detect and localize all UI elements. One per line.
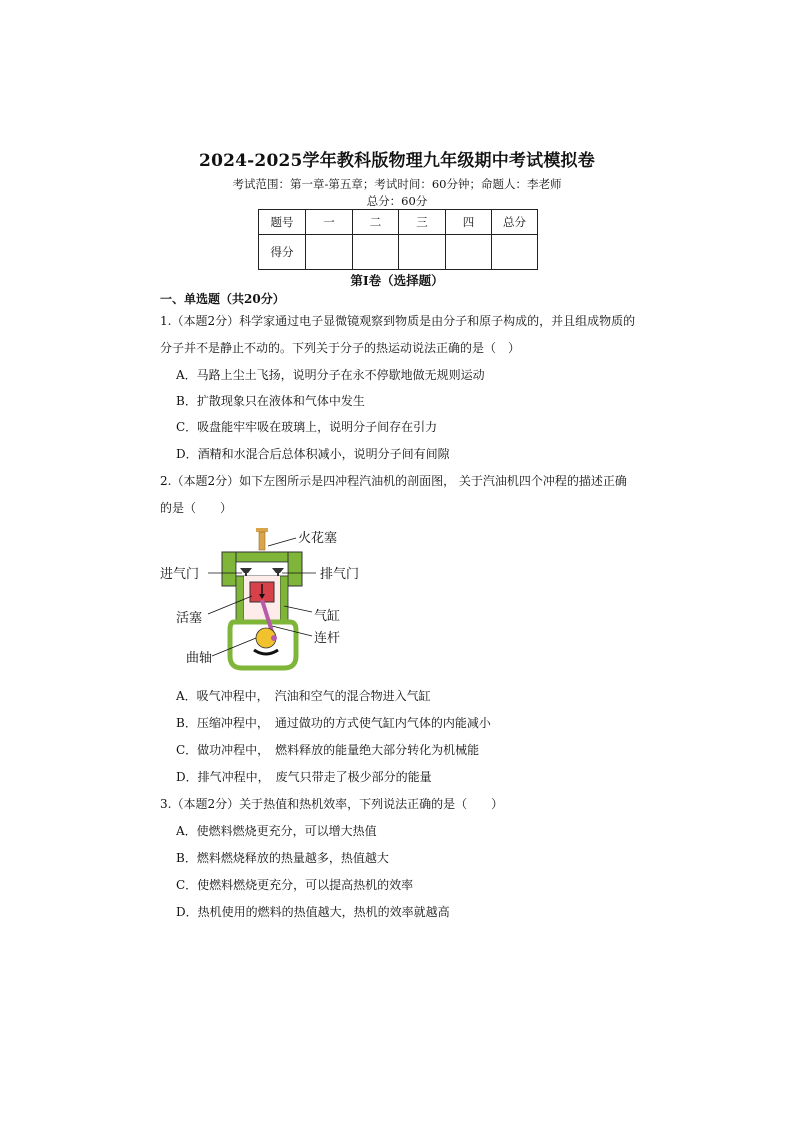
score-cell: [399, 235, 446, 270]
spark-plug-cap: [256, 528, 268, 532]
label-spark-plug: 火花塞: [298, 531, 338, 546]
question-1-option-c: C．吸盘能牢牢吸在玻璃上，说明分子间存在引力: [176, 420, 438, 434]
question-1-stem-line: 1.（本题2分）科学家通过电子显微镜观察到物质是由分子和原子构成的，并且组成物质的: [160, 314, 636, 328]
question-2-option-d: D．排气冲程中， 废气只带走了极少部分的能量: [176, 770, 432, 784]
question-2-option-a: A．吸气冲程中， 汽油和空气的混合物进入气缸: [176, 689, 431, 703]
score-cell: [353, 235, 399, 270]
label-exhaust-valve: 排气门: [320, 567, 360, 582]
leader-spark-plug: [268, 538, 296, 546]
label-intake-valve: 进气门: [160, 567, 200, 582]
question-2-stem-line: 2.（本题2分）如下左图所示是四冲程汽油机的剖面图， 关于汽油机四个冲程的描述正确: [160, 474, 627, 488]
engine-diagram: [156, 526, 376, 672]
label-connecting-rod: 连杆: [314, 631, 341, 646]
part-title: 一、单选题（共20分）: [160, 292, 285, 306]
question-2-option-c: C．做功冲程中， 燃料释放的能量绝大部分转化为机械能: [176, 743, 480, 757]
question-3-option-c: C．使燃料燃烧更充分，可以提高热机的效率: [176, 878, 414, 892]
score-cell: [446, 235, 492, 270]
total-score: 总分：60分: [366, 194, 428, 208]
score-header-cell: 四: [446, 210, 492, 235]
question-1-stem-line: 分子并不是静止不动的。下列关于分子的热运动说法正确的是（ ）: [160, 341, 521, 355]
spark-plug-icon: [259, 532, 265, 550]
score-row-label: 得分: [259, 235, 306, 270]
section-title: 第I卷（选择题）: [350, 273, 444, 288]
question-2-stem-line: 的是（ ）: [160, 501, 233, 515]
head-wall-right: [288, 552, 302, 586]
score-header-cell: 二: [353, 210, 399, 235]
score-header-cell: 总分: [492, 210, 538, 235]
exam-info: 考试范围：第一章-第五章；考试时间：60分钟；命题人：李老师: [232, 177, 562, 191]
question-1-option-a: A．马路上尘土飞扬，说明分子在永不停歇地做无规则运动: [176, 368, 485, 382]
label-piston: 活塞: [176, 611, 203, 626]
label-cylinder: 气缸: [314, 609, 341, 624]
score-header-cell: 三: [399, 210, 446, 235]
question-2-option-b: B．压缩冲程中， 通过做功的方式使气缸内气体的内能减小: [176, 716, 491, 730]
score-table: [258, 209, 538, 270]
question-3-option-a: A．使燃料燃烧更充分，可以增大热值: [176, 824, 377, 838]
label-crankshaft: 曲轴: [186, 651, 213, 666]
question-1-option-b: B．扩散现象只在液体和气体中发生: [176, 394, 365, 408]
score-cell: [492, 235, 538, 270]
question-3-option-b: B．燃料燃烧释放的热量越多，热值越大: [176, 851, 389, 865]
score-header-cell: 一: [306, 210, 353, 235]
question-1-option-d: D．酒精和水混合后总体积减小，说明分子间有间隙: [176, 447, 450, 461]
question-3-option-d: D．热机使用的燃料的热值越大，热机的效率就越高: [176, 905, 450, 919]
score-cell: [306, 235, 353, 270]
question-3-stem-line: 3.（本题2分）关于热值和热机效率，下列说法正确的是（ ）: [160, 797, 504, 811]
exam-title: 2024-2025学年教科版物理九年级期中考试模拟卷: [199, 151, 595, 171]
cylinder-wall-right: [280, 576, 288, 624]
head-wall-left: [222, 552, 236, 586]
crank-pin: [271, 635, 277, 641]
score-header-cell: 题号: [259, 210, 306, 235]
